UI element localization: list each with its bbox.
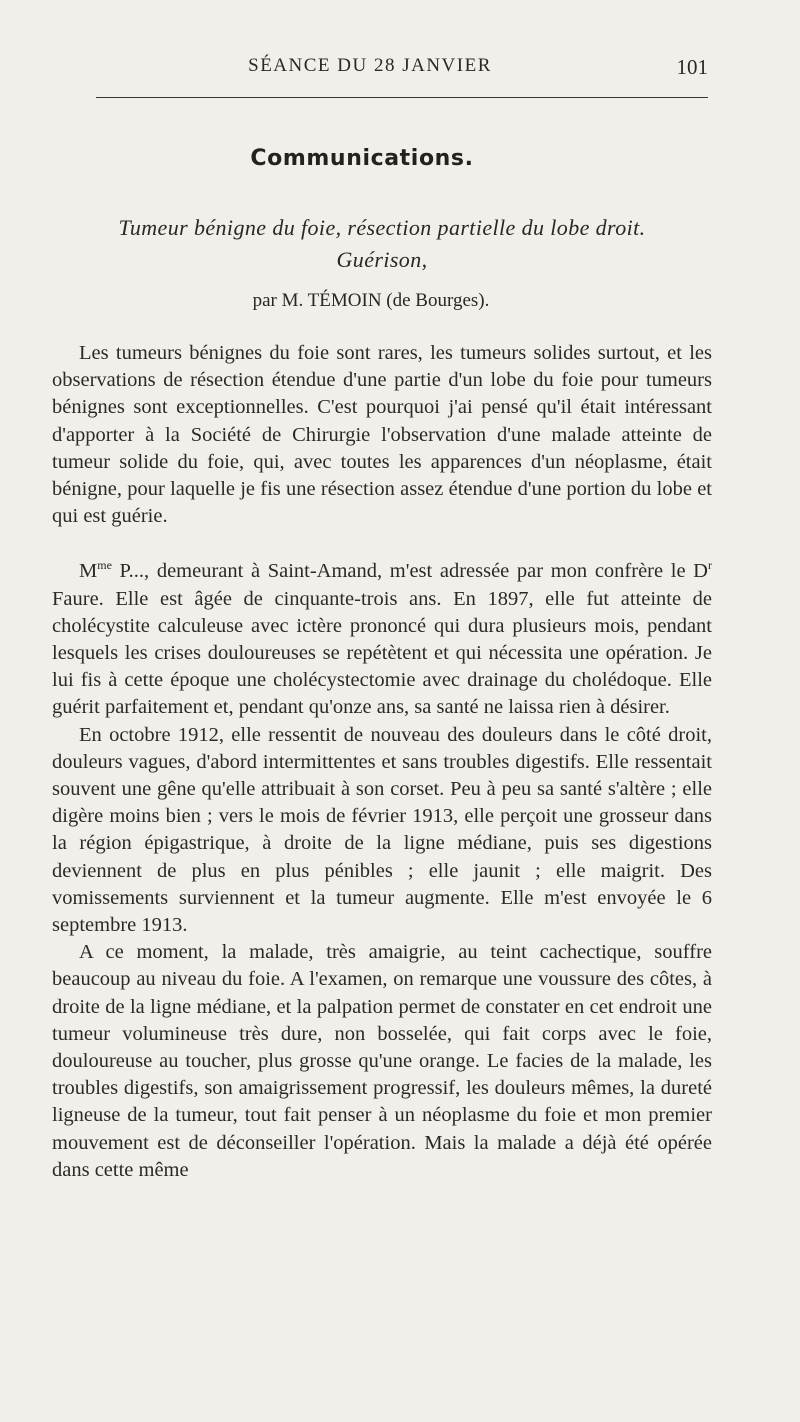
- paragraph-2-sup: me: [97, 558, 112, 573]
- paragraph-2-abbr: M: [79, 560, 98, 583]
- paragraph-2: [52, 558, 712, 721]
- page-number: 101: [676, 55, 708, 79]
- section-title: Communications.: [250, 146, 474, 171]
- paragraph-3: En octobre 1912, elle ressentit de nouveau des douleurs dans le côté droit, douleurs vagues, d'abord intermittentes et sans troubles digestifs. Elle ressentait souvent une gêne qu'elle attribuait à son corset. Peu à peu sa santé s'altère ; elle digère moins bien ; vers le mois de février 1913, elle perçoit une grosseur dans la région épigastrique, à droite de la ligne médiane, puis ses digestions deviennent de plus en plus pénibles ; elle jaunit ; elle maigrit. Des vomissements surviennent et la tumeur augmente. Elle m'est envoyée le 6 septembre 1913.: [52, 723, 712, 937]
- paragraph-2-text-b: Faure. Elle est âgée de cinquante-trois ans. En 1897, elle fut atteinte de cholécystite calculeuse avec ictère prononcé qui dura plusieurs mois, pendant lesquels les crises douloureuses se repétètent et qui nécessita une opération. Je lui fis à cette époque une cholécystectomie avec drainage du cholédoque. Elle guérit parfaitement et, pendant qu'onze ans, sa santé ne laissa rien à désirer.: [52, 587, 712, 719]
- running-head: SÉANCE DU 28 JANVIER: [248, 55, 492, 76]
- paragraph-2-text-a: P..., demeurant à Saint-Amand, m'est adressée par mon confrère le D: [111, 560, 708, 583]
- article-title-line-2: Guérison,: [336, 247, 428, 272]
- article-body: [52, 340, 712, 1184]
- header-rule: [96, 97, 708, 98]
- byline: par M. TÉMOIN (de Bourges).: [252, 290, 490, 311]
- paragraph-2-sup-2: r: [708, 558, 712, 573]
- page-header: [0, 55, 800, 85]
- article-title: [0, 212, 764, 276]
- paragraph-1: Les tumeurs bénignes du foie sont rares, les tumeurs solides surtout, et les observations de résection étendue d'une partie d'un lobe du foie pour tumeurs bénignes sont exceptionnelles. C'est pourquoi j'ai pensé qu'il était intéressant d'apporter à la Société de Chirurgie l'observation d'une malade atteinte de tumeur solide du foie, qui, avec toutes les apparences d'un néoplasme, était bénigne, pour laquelle je fis une résection assez étendue d'une portion du lobe et qui est guérie.: [52, 342, 712, 528]
- paragraph-4: A ce moment, la malade, très amaigrie, au teint cachectique, souffre beaucoup au niveau du foie. A l'examen, on remarque une voussure des côtes, à droite de la ligne médiane, et la palpation permet de constater en cet endroit une tumeur volumineuse très dure, non bosselée, qui fait corps avec le foie, douloureuse au toucher, plus grosse qu'une orange. Le facies de la malade, les troubles digestifs, son amaigrissement progressif, les douleurs mêmes, la dureté ligneuse de la tumeur, tout fait penser à un néoplasme du foie et mon premier mouvement est de déconseiller l'opération. Mais la malade a déjà été opérée dans cette même: [52, 941, 712, 1181]
- article-title-line-1: Tumeur bénigne du foie, résection partielle du lobe droit.: [118, 215, 646, 240]
